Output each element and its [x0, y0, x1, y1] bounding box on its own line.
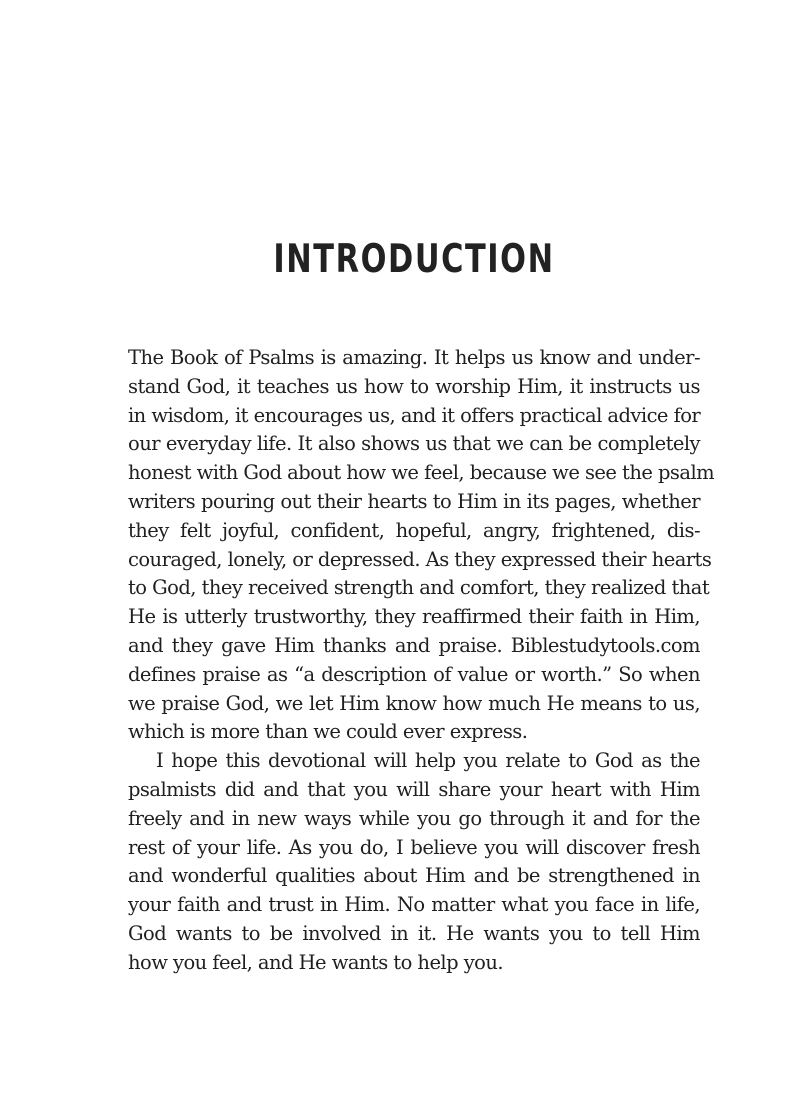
- text-line: freely and in new ways while you go through it and for the: [128, 806, 700, 830]
- text-line: He is utterly trustworthy, they reaffirmed their faith in Him,: [128, 605, 700, 629]
- text-line: The Book of Psalms is amazing. It helps us know and under-: [128, 346, 700, 369]
- text-line: how you feel, and He wants to help you.: [128, 950, 504, 974]
- text-line: couraged, lonely, or depressed. As they expressed their hearts: [128, 547, 712, 571]
- text-line: which is more than we could ever express.: [128, 720, 528, 744]
- text-line: honest with God about how we feel, because we see the psalm: [128, 461, 715, 485]
- text-line: stand God, it teaches us how to worship Him, it instructs us: [128, 374, 700, 398]
- text-line: our everyday life. It also shows us that we can be completely: [128, 432, 700, 456]
- text-line: they felt joyful, confident, hopeful, angry, frightened, dis-: [128, 518, 700, 542]
- text-line: we praise God, we let Him know how much He means to us,: [128, 691, 700, 715]
- paragraph-1: [128, 344, 715, 747]
- text-line: and wonderful qualities about Him and be strengthened in: [128, 864, 700, 888]
- text-line: writers pouring out their hearts to Him in its pages, whether: [128, 489, 700, 513]
- paragraph-2: [128, 747, 700, 977]
- text-line: defines praise as “a description of value or worth.” So when: [128, 662, 700, 686]
- text-line: I hope this devotional will help you relate to God as the: [156, 749, 700, 773]
- text-line: to God, they received strength and comfort, they realized that: [128, 576, 710, 600]
- text-line: rest of your life. As you do, I believe you will discover fresh: [128, 835, 700, 859]
- page-title: INTRODUCTION: [273, 237, 555, 283]
- text-line: in wisdom, it encourages us, and it offers practical advice for: [128, 403, 701, 427]
- text-line: your faith and trust in Him. No matter what you face in life,: [128, 893, 700, 917]
- text-line: and they gave Him thanks and praise. Biblestudytools.com: [128, 633, 700, 657]
- text-line: God wants to be involved in it. He wants you to tell Him: [128, 921, 700, 945]
- body-text: [128, 344, 715, 978]
- text-line: psalmists did and that you will share your heart with Him: [128, 777, 700, 801]
